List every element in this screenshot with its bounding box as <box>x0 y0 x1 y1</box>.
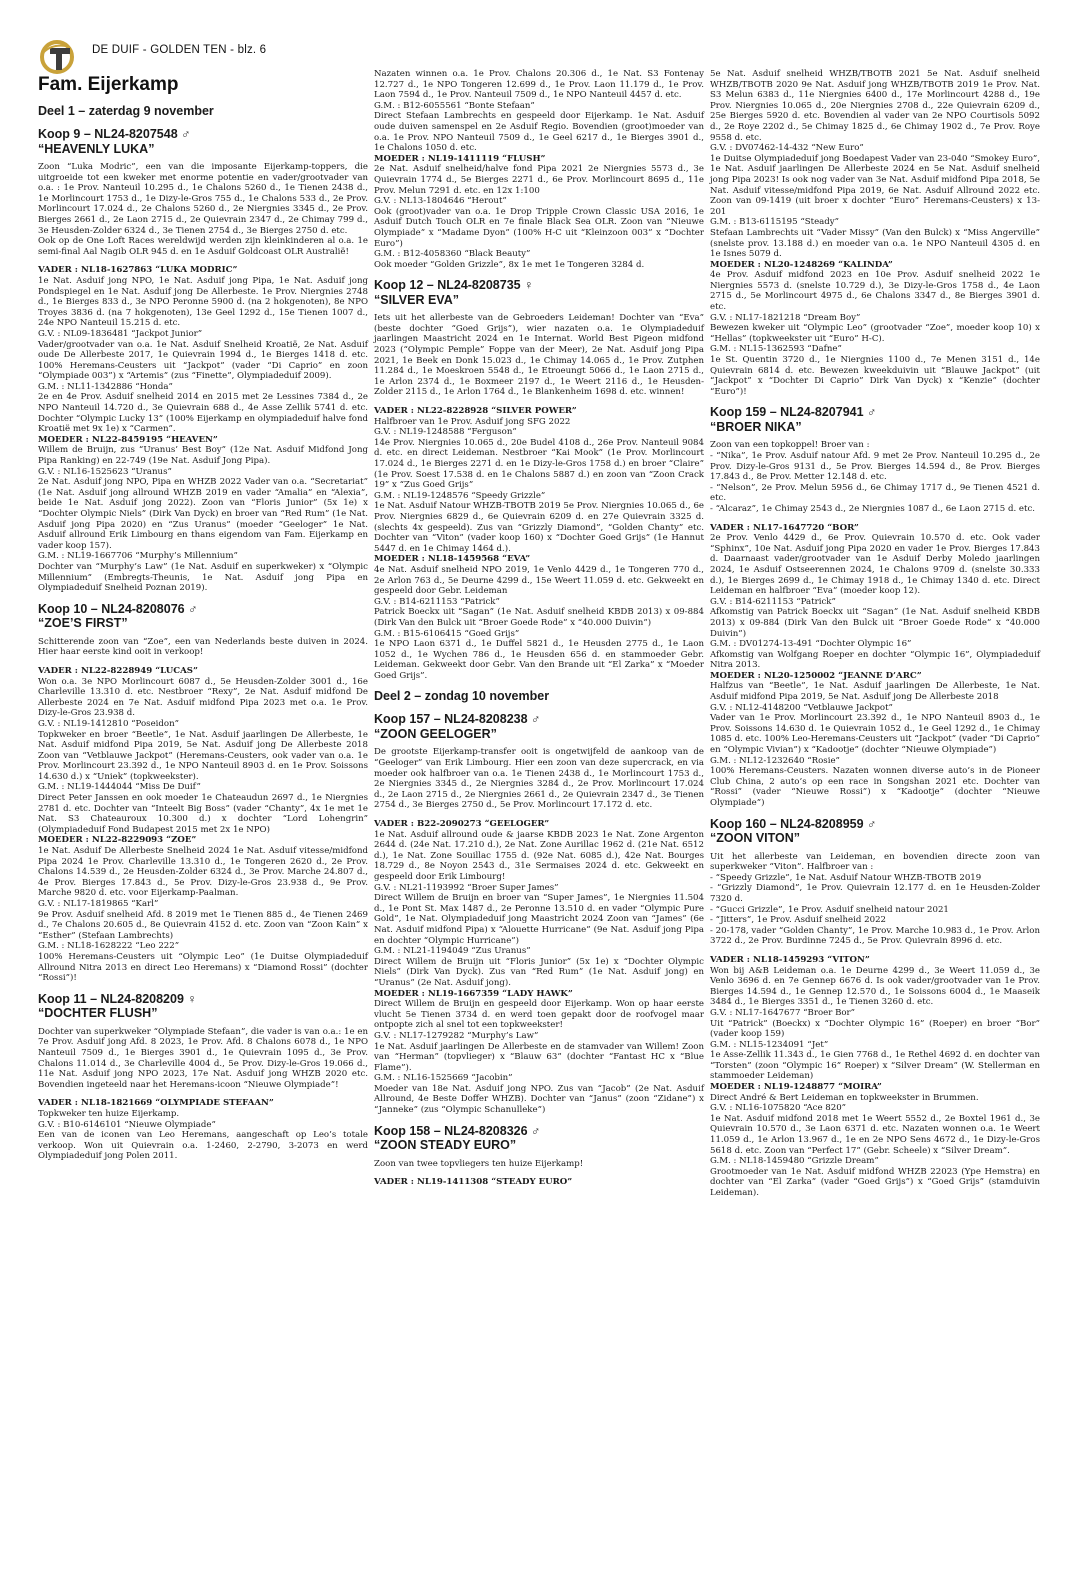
column-2 <box>374 69 704 1188</box>
lot-intro: Zoon van een topkoppel! Broer van : <box>710 440 870 451</box>
lot-number: Koop 159 – NL24-8207941 ♂ <box>710 405 877 420</box>
column-1 <box>38 74 368 1162</box>
pedigree-text: Ook moeder “Golden Grizzle”, 8x 1e met 1e Tongeren 3284 d. <box>374 259 645 270</box>
lot-intro: Schitterende zoon van “Zoe”, een van Nederlands beste duiven in 2024. Hier haar eerste kind ooit in verkoop! <box>38 636 368 658</box>
page-header <box>40 38 380 68</box>
lot-name: “BROER NIKA” <box>710 419 802 434</box>
pedigree-dam: MOEDER : NL19-1248877 “MOIRA” <box>710 1082 882 1093</box>
pedigree-granddam: G.M. : B12-6055561 “Bonte Stefaan” <box>374 100 535 111</box>
pedigree-grandsire: G.V. : NL17-1819865 “Karl” <box>38 899 159 909</box>
pedigree-text: 2e en 4e Prov. Asduif snelheid 2014 en 2015 met 2e Lessines 7384 d., 2e NPO Nanteuil 14.720 d., 3e Quievrain 688 d., 4e Asse Zellik 5741 d. etc. Dochter “Olympic Lucky 13” (100% Eijerkamp en olympiadeduif halve fond Kroatië met 9x 1e) x “Carmen”. <box>38 392 368 435</box>
pedigree-dam: MOEDER : NL22-8459195 “HEAVEN” <box>38 434 218 445</box>
pedigree-text: Won o.a. 3e NPO Morlincourt 6087 d., 5e Heusden-Zolder 3001 d., 16e Charleville 13.310 d. etc. Nestbroer “Rexy”, 2e Nat. Asduif midfond De Allerbeste 2024 en 7e Nat. Asduif midfond Pipa 2023 met o.a. 1e Prov. Dizy-le-Gros 23.938 d. <box>38 676 368 719</box>
pedigree-text: Een van de iconen van Leo Heremans, aangeschaft op Leo’s totale verkoop. Won uit Quievrain o.a. 1-2460, 2-2790, 3-2073 en werd Olympiadeduif jong Polen 2011. <box>38 1130 368 1162</box>
pedigree-granddam: G.M. : NL15-1234091 “Jet” <box>710 1039 829 1050</box>
pedigree-grandsire: G.V. : DV07462-14-432 “New Euro” <box>710 143 864 154</box>
lot-intro: Iets uit het allerbeste van de Gebroeders Leideman! Dochter van “Eva” (beste dochter “Goed Grijs”), wier nazaten o.a. 1e Olympiadeduif jaarlingen Maastricht 2024 en 1e Internat. World Best Pigeon midfond 2023 (“Olympic Pemple” Foppe van der Meer), 2e Nat. Asduif jong Pipa 2021, 1e Beek en Donk 15.023 d., 1e Chimay 14.065 d., 1e Prov. Zutphen 11.284 d., 1e Moeskroen 5548 d., 1e Etroeungt 5066 d., 1e Laon 2715 d., 1e Arlon 2374 d., 1e Boxmeer 2197 d., 1e Weert 2116 d., 1e Heusden-Zolder 2115 d., 1e Arlon 1764 d., 1e Blankenheim 1698 d. etc. winnen! <box>374 313 704 398</box>
pedigree-text: 14e Prov. Niergnies 10.065 d., 20e Budel 4108 d., 26e Prov. Nanteuil 9084 d. etc. en direct Leideman. Nestbroer “Kai Mook” (1e Prov. Morlincourt 17.024 d., 1e Bierges 2271 d. en 1e Dizy-le-Gros 1758 d.) en broer “Claire” (1e Prov. Soest 17.538 d. en 1e Chalons 5887 d.) en zoon van “Zoon Crack 19” x “Zus Goed Grijs” <box>374 437 704 491</box>
pedigree-text: Halfbroer van 1e Prov. Asduif jong SFG 2022 <box>374 416 571 427</box>
pedigree-text: 4e Nat. Asduif snelheid NPO 2019, 1e Venlo 4429 d., 1e Tongeren 770 d., 2e Arlon 763 d., 5e Deurne 4299 d., 15e Weert 11.059 d. etc. Gekweekt en gespeeld door Gebr. Leideman <box>374 564 704 597</box>
pedigree-granddam: G.M. : NL18-1628222 “Leo 222” <box>38 941 180 952</box>
pedigree-text: 5e Nat. Asduif snelheid WHZB/TBOTB 2021 5e Nat. Asduif snelheid WHZB/TBOTB 2020 9e Nat. Asduif jong WHZB/TBOTB 2019 1e Prov. Nat. S3 Melun 6383 d., 11e Niergnies 6400 d., 17e Morlincourt 4288 d., 19e Prov. Niergnies 10.065 d., 20e Niergnies 2708 d., 22e Quievrain 6209 d., 25e Bierges 5920 d. etc. Bovendien al vader van 2e NPO Courtisols 5092 d., 2e Roye 2202 d., 5e Chimay 1825 d., 6e Chimay 1902 d., 7e Prov. Roye 9558 d. etc. <box>710 69 1040 143</box>
pedigree-sire: VADER : NL17-1647720 “BOR” <box>710 522 859 533</box>
pedigree-grandsire: G.V. : NL16-1525623 “Uranus” <box>38 466 172 477</box>
pedigree-grandsire: G.V. : NL09-1836481 “Jackpot Junior” <box>38 328 203 339</box>
pedigree-sire: VADER : NL19-1411308 “STEADY EURO” <box>374 1177 573 1188</box>
pedigree-sire: VADER : NL18-1459293 “VITON” <box>710 954 870 965</box>
pedigree-text: 1e St. Quentin 3720 d., 1e Niergnies 1100 d., 7e Menen 3151 d., 14e Quievrain 6814 d. etc. Bewezen kweekduivin uit “Blauwe Jackpot” (uit “Jackpot” x “Dochter Di Caprio” Dirk Van Dyck) x “Kenzie” (dochter “Euro”)! <box>710 355 1040 397</box>
pedigree-text: Halfzus van “Beetle”, 1e Nat. Asduif jaarlingen De Allerbeste, 1e Nat. Asduif midfond Pipa 2019, 5e Nat. Asduif jong De Allerbeste 2018 <box>710 681 1040 703</box>
pedigree-grandsire: G.V. : NL19-1412810 “Poseidon” <box>38 718 180 729</box>
pedigree-text: 4e Prov. Asduif midfond 2023 en 10e Prov. Asduif snelheid 2022 1e Niergnies 5573 d. (snelste 10.729 d.), 3e Dizy-le-Gros 1758 d., 4e Laon 2715 d., 5e Morlincourt 4975 d., 6e Chalons 3347 d., 8e Bierges 3901 d. etc. <box>710 270 1040 313</box>
lot-name: “DOCHTER FLUSH” <box>38 1006 158 1021</box>
list-item: - “Speedy Grizzle”, 1e Nat. Asduif Natour WHZB-TBOTB 2019 <box>710 872 982 883</box>
pedigree-grandsire: G.V. : B14-6211153 “Patrick” <box>374 596 500 607</box>
lot-heading <box>374 1124 704 1153</box>
lot-intro: Uit het allerbeste van Leideman, en bovendien directe zoon van superkweker “Viton”. Halfbroer van : <box>710 851 1040 873</box>
pedigree-granddam: G.M. : NL21-1194049 “Zus Uranus” <box>374 946 531 957</box>
pedigree-text: Afkomstig van Wolfgang Roeper en dochter “Olympic 16”, Olympiadeduif Nitra 2013. <box>710 649 1040 671</box>
pedigree-granddam: G.M. : NL19-1444044 “Miss De Duif” <box>38 782 201 793</box>
lot-name: “ZOON VITON” <box>710 831 801 846</box>
pedigree-text: Direct Willem de Bruijn en gespeeld door Eijerkamp. Won op haar eerste vlucht 5e Tienen 3734 d. en werd toen gepakt door de roofvogel maar ontpopte zich al snel tot een topkweekster! <box>374 999 704 1031</box>
pedigree-dam: MOEDER : NL19-1411119 “FLUSH” <box>374 153 546 164</box>
pedigree-text: Uit “Patrick” (Boeckx) x “Dochter Olympic 16” (Roeper) en broer “Bor” (vader koop 159) <box>710 1018 1040 1040</box>
pedigree-grandsire: G.V. : NL21-1193992 “Broer Super James” <box>374 882 559 893</box>
pedigree-text: 100% Heremans-Ceusters uit “Olympic Leo” (1e Duitse Olympiadeduif Allround Nitra 2013 en direct Leo Heremans) x “Diamond Rossi” (dochter “Rossi”)! <box>38 951 368 984</box>
pedigree-grandsire: G.V. : NL16-1075820 “Ace 820” <box>710 1103 847 1114</box>
pedigree-text: Direct Willem de Bruijn en broer van “Super James”, 1e Niergnies 11.504 d., 1e Pont St. Max 1487 d., 2e Peronne 13.510 d. en vader “Olympic Pure Gold”, 1e Nat. Olympiadeduif jong Maastricht 2024 Zoon van “James” (6e Nat. Asduif midfond Pipa) x “Alouette Hurricane” (9e Nat. Asduif jong Pipa en dochter “Olympic Hurricane”) <box>374 893 704 946</box>
lot-intro: Dochter van superkweker “Olympiade Stefaan”, die vader is van o.a.: 1e en 7e Prov. Asduif jong Afd. 8 2023, 1e Prov. Afd. 8 Chalons 6078 d., 1e NPO Nanteuil 7509 d., 1e Bierges 3901 d., 1e Quievrain 1095 d., 3e Prov. Chalons 11.014 d., 3e Charleville 4004 d., 5e Prov. Dizy-le-Gros 19.066 d., 11e Nat. Asduif jong NPO 2023, 17e Nat. Asduif jong WHZB 2020 etc. Bovendien ingeteeld naar het Heremans-icoon “Nieuwe Olympiade”! <box>38 1026 368 1090</box>
lot-heading <box>710 817 1040 846</box>
pedigree-text: 1e Duitse Olympiadeduif jong Boedapest Vader van 23-040 “Smokey Euro”, 1e Nat. Asduif jaarlingen De Allerbeste 2024 en 5e Nat. Asduif snelheid jong Pipa 2023! Is ook nog vader van 3e Nat. Asduif midfond Pipa 2018, 5e Nat. Asduif vitesse/midfond Pipa 2019, 6e Nat. Asduif Allround 2022 etc. Zoon van 09-1419 (uit broer x dochter “Euro” Heremans-Ceusters) x 13-201 <box>710 153 1040 217</box>
list-item: - “Gucci Grizzle”, 1e Prov. Asduif snelheid natour 2021 <box>710 904 949 915</box>
pedigree-dam: MOEDER : NL18-1459568 “EVA” <box>374 554 531 565</box>
pedigree-grandsire: G.V. : NL17-1279282 “Murphy’s Law” <box>374 1030 539 1041</box>
pedigree-text: 1e Nat. Asduif Natour WHZB-TBOTB 2019 5e Prov. Niergnies 10.065 d., 6e Prov. Niergnies 6829 d., 6e Quievrain 6209 d. en 27e Quievrain 3325 d. (slechts 4x gespeeld). Zus van “Grizzly Diamond”, “Golden Chanty” etc. Dochter van “Viton” (vader koop 160) x “Dochter Goed Grijs” (1e Hannut 5447 d. en 1e Chimay 1464 d.). <box>374 501 704 554</box>
pedigree-grandsire: G.V. : B10-6146101 “Nieuwe Olympiade” <box>38 1119 216 1130</box>
lot-heading <box>710 405 1040 434</box>
lot-number: Koop 9 – NL24-8207548 ♂ <box>38 127 191 141</box>
lot-intro: Zoon van twee topvliegers ten huize Eijerkamp! <box>374 1158 584 1169</box>
pedigree-sire: VADER : B22-2090273 “GEELOGER” <box>374 819 550 830</box>
pedigree-sire: VADER : NL18-1627863 “LUKA MODRIC” <box>38 265 238 276</box>
pedigree-text: Grootmoeder van 1e Nat. Asduif midfond WHZB 22023 (Ype Hemstra) en dochter van “El Zarka” (vader “Goed Grijs”) x “Goed Grijs” (stamduivin Leideman). <box>710 1166 1040 1198</box>
column-3 <box>710 69 1040 1199</box>
pedigree-granddam: G.M. : NL18-1459480 “Grizzle Dream” <box>710 1156 879 1167</box>
lot-heading <box>38 127 368 156</box>
list-item: - “Jitters”, 1e Prov. Asduif snelheid 2022 <box>710 915 886 926</box>
pedigree-grandsire: G.V. : NL13-1804646 “Herout” <box>374 196 507 207</box>
lot-intro: De grootste Eijerkamp-transfer ooit is ongetwijfeld de aankoop van de “Geeloger” van Erik Limbourg. Hier een zoon van deze supercrack, en via moeder ook halfbroer van o.a. 1e Tienen 2438 d., 1e Morlincourt 1753 d., 2e Niergnies 3345 d., 2e Niergnies 3284 d., 2e Prov. Morlincourt 17.024 d., 2e Laon 2715 d., 2e Niergnies 2661 d., 2e Quievrain 2347 d., 3e Tienen 2754 d., 3e Bierges 2750 d., 5e Prov. Morlincourt 17.172 d. etc. <box>374 747 704 811</box>
pedigree-sire: VADER : NL22-8228928 “SILVER POWER” <box>374 406 577 417</box>
pedigree-text: Vader van 1e Prov. Morlincourt 23.392 d., 1e NPO Nanteuil 8903 d., 1e Prov. Soissons 14.630 d. 1e Quievrain 1052 d., 1e Geel 1292 d., 1e Chimay 1085 d. etc. 100% Leo-Heremans-Ceusters uit “Jackpot” (vader “Di Caprio” en “Olympic Vivian”) x “Kadootje” (dochter “Nieuwe Olympiade”) <box>710 713 1040 756</box>
pedigree-granddam: G.M. : NL11-1342886 “Honda” <box>38 381 173 392</box>
pedigree-text: Nazaten winnen o.a. 1e Prov. Chalons 20.306 d., 1e Nat. S3 Fontenay 12.727 d., 1e NPO Tongeren 12.699 d., 1e Prov. Laon 11.179 d., 1e Prov. Laon 7594 d., 1e Prov. Nanteuil 7509 d., 1e NPO Nanteuil 4457 d. etc. <box>374 69 704 101</box>
pedigree-text: Direct Peter Janssen en ook moeder 1e Chateaudun 2697 d., 1e Niergnies 2781 d. etc. Dochter van “Inteelt Big Boss” (vader “Chanty”, 4x 1e met 1e Nat. S3 Chateauroux 10.300 d.) x dochter “Lord Lohengrin” (Olympiadeduif Fond Budapest 2015 met 2x 1e NPO) <box>38 793 368 835</box>
pedigree-text: Bewezen kweker uit “Olympic Leo” (grootvader “Zoe”, moeder koop 10) x “Hellas” (topkweekster uit “Euro” H-C). <box>710 323 1040 344</box>
pedigree-text: 100% Heremans-Ceusters. Nazaten wonnen diverse auto’s in de Pioneer Club China, 2 auto’s op een race in Songshan 2021 etc. Dochter van “Rossi” (vader “Nieuwe Rossi”) x “Kadootje” (dochter “Nieuwe Olympiade”) <box>710 766 1040 808</box>
pedigree-text: Direct André & Bert Leideman en topkweekster in Brummen. <box>710 1092 979 1103</box>
list-item: - “Alcaraz”, 1e Chimay 2543 d., 2e Niergnies 1087 d., 6e Laon 2715 d. etc. <box>710 503 1035 514</box>
pedigree-grandsire: G.V. : B14-6211153 “Patrick” <box>710 596 836 607</box>
lot-number: Koop 157 – NL24-8208238 ♂ <box>374 712 541 727</box>
pedigree-granddam: G.M. : B15-6106415 “Goed Grijs” <box>374 628 520 639</box>
pedigree-text: 2e Nat. Asduif jong NPO, Pipa en WHZB 2022 Vader van o.a. “Secretariat” (1e Nat. Asduif jong allround WHZB 2019 en vader “Amalia” en “Alexia”, beide 1e Nat. Asduif jong 2022). Zoon van “Floris Junior” (5x 1e) x “Dochter Olympic Niels” (Dirk Van Dyck) en broer van “Red Rum” (1e Nat. Asduif jong Pipa 2020) en “Zus Uranus” (moeder “Geeloger” 1e Nat. Asduif allround Erik Limbourg en thans eigendom van Fam. Eijerkamp en vader koop 157). <box>38 477 368 551</box>
pedigree-text: 1e NPO Laon 6371 d., 1e Duffel 5821 d., 1e Heusden 2775 d., 1e Laon 1052 d., 1e Wychen 786 d., 1e Heusden 656 d. en stammoeder Gebr. Leideman. Gekweekt door Gebr. Van den Brande uit “El Zarka” x “Moeder Goed Grijs”. <box>374 639 704 681</box>
pedigree-text: Topkweker en broer “Beetle”, 1e Nat. Asduif jaarlingen De Allerbeste, 1e Nat. Asduif midfond Pipa 2019, 5e Nat. Asduif jong De Allerbeste 2018 Zoon van “Vetblauwe Jackpot” (Heremans-Ceusters, ook vader van o.a. 1e Prov. Morlincourt 23.392 d., 1e NPO Nanteuil 8903 d. en 1e Prov. Soissons 14.630 d.) x “Uniek” (topkweekster). <box>38 729 368 782</box>
lot-number: Koop 10 – NL24-8208076 ♂ <box>38 601 198 616</box>
lot-intro: Ook op de One Loft Races wereldwijd werden zijn kleinkinderen al o.a. 1e semi-final Aal Nagib OLR 945 d. en 1e Asduif Goldcoast OLR Australië! <box>38 236 368 257</box>
pedigree-granddam: G.M. : B12-4058360 “Black Beauty” <box>374 249 531 260</box>
list-item: - 20-178, vader “Golden Chanty”, 1e Prov. Marche 10.983 d., 1e Prov. Arlon 3722 d., 2e Prov. Burdinne 7245 d., 5e Prov. Quievrain 8996 d. etc. <box>710 925 1040 947</box>
lot-number: Koop 12 – NL24-8208735 ♀ <box>374 278 534 293</box>
pedigree-text: 1e Nat. Asduif allround oude & jaarse KBDB 2023 1e Nat. Zone Argenton 2644 d. (24e Nat. 17.210 d.), 2e Nat. Zone Aurillac 1962 d. (21e Nat. 6512 d.), 1e Nat. Zone Souillac 1755 d. (92e Nat. 6085 d.), 42e Nat. Bourges 18.729 d., 8e Noyon 2543 d., 31e Sermaises 2024 d. etc. Gekweekt en gespeeld door Erik Limbourg! <box>374 829 704 882</box>
pedigree-granddam: G.M. : NL12-1232640 “Rosie” <box>710 755 840 766</box>
pedigree-grandsire: G.V. : NL17-1647677 “Broer Bor” <box>710 1007 856 1018</box>
pedigree-text: 1e Nat. Asduif De Allerbeste Snelheid 2024 1e Nat. Asduif vitesse/midfond Pipa 2024 1e Prov. Charleville 13.310 d., 1e Tongeren 2620 d., 2e Prov. Chalons 14.539 d., 2e Heusden-Zolder 6324 d., 3e Prov. Marche 24.807 d., 4e Prov. Bierges 17.843 d., 5e Prov. Dizy-le-Gros 23.938 d., 9e Prov. Marche 9820 d. etc. voor Eijerkamp-Paalman. <box>38 846 368 899</box>
lot-intro: Zoon “Luka Modric”, een van die imposante Eijerkamp-toppers, die uitgroeide tot een kweker met enorme potentie en vader/grootvader van o.a. : 1e Prov. Nanteuil 10.295 d., 1e Chalons 5260 d., 1e Tienen 2438 d., 1e Morlincourt 1753 d., 1e Dizy-le-Gros 755 d., 1e Chalons 533 d., 2e Prov. Morlincourt 17.024 d., 2e Chalons 5260 d., 2e Niergnies 3345 d., 2e Prov. Bierges 2661 d., 2e Laon 2715 d., 2e Quievrain 2347 d., 2e Chimay 799 d., 3e Heusden-Zolder 6324 d., 3e Tienen 2754 d., 3e Bierges 2750 d. etc. <box>38 162 368 236</box>
pedigree-grandsire: G.V. : NL12-4148200 “Vetblauwe Jackpot” <box>710 702 893 713</box>
list-item: - “Nelson”, 2e Prov. Melun 5956 d., 6e Chimay 1717 d., 9e Tienen 4521 d. etc. <box>710 482 1040 504</box>
pedigree-granddam: G.M. : NL19-1667706 “Murphy’s Millennium” <box>38 551 238 562</box>
pedigree-dam: MOEDER : NL22-8229093 “ZOE” <box>38 835 197 846</box>
pedigree-text: Won bij A&B Leideman o.a. 1e Deurne 4299 d., 3e Weert 11.059 d., 3e Venlo 3696 d. en 7e Gennep 6676 d. Is ook vader/grootvader van 1e Prov. Bierges 14.594 d., 1e Gennep 12.570 d., 1e Soissons 6004 d., 1e Maaseik 3484 d., 1e Bierges 3351 d., 1e Tienen 3260 d. etc. <box>710 965 1040 1008</box>
pedigree-text: 1e Asse-Zellik 11.343 d., 1e Gien 7768 d., 1e Rethel 4692 d. en dochter van “Torsten” (zoon “Olympic 16” Roeper) x “Silver Dream” (W. Stellerman en stammoeder Leideman) <box>710 1050 1040 1082</box>
pedigree-sire: VADER : NL22-8228949 “LUCAS” <box>38 665 198 676</box>
pedigree-granddam: G.M. : NL15-1362593 “Dafne” <box>710 344 842 355</box>
pedigree-text: 1e Nat. Asduif midfond 2018 met 1e Weert 5552 d., 2e Boxtel 1961 d., 3e Quievrain 10.570 d., 3e Laon 6371 d. etc. Nazaten wonnen o.a. 1e Weert 11.059 d., 1e Arlon 13.967 d., 1e en 2e NPO Sens 4672 d., 1e Dizy-le-Gros 5618 d. etc. Zoon van “Perfect 17” (Gebr. Scheele) x “Silver Dream”. <box>710 1113 1040 1156</box>
pedigree-dam: MOEDER : NL20-1248269 “KALINDA” <box>710 259 893 270</box>
pedigree-text: Moeder van 18e Nat. Asduif jong NPO. Zus van “Jacob” (2e Nat. Asduif Allround, 4e Beste Doffer WHZB). Dochter van “Janus” (zoon “Zidane”) x “Janneke” (zus “Olympic Schanulleke”) <box>374 1083 704 1116</box>
pedigree-granddam: G.M. : DV01274-13-491 “Dochter Olympic 16” <box>710 639 912 650</box>
pedigree-sire: VADER : NL18-1821669 “OLYMPIADE STEFAAN” <box>38 1098 274 1109</box>
pedigree-text: Stefaan Lambrechts uit “Vader Missy” (Van den Bulck) x “Miss Angerville” (snelste prov. 13.188 d.) en moeder van o.a. 1e NPO Nanteuil 4305 d. en 1e Isnes 5079 d. <box>710 227 1040 260</box>
lot-heading <box>374 278 704 307</box>
pedigree-granddam: G.M. : NL16-1525669 “Jacobin” <box>374 1073 513 1084</box>
pedigree-grandsire: G.V. : NL19-1248588 “Ferguson” <box>374 427 517 438</box>
lot-heading <box>374 712 704 741</box>
list-item: - “Nika”, 1e Prov. Asduif natour Afd. 9 met 2e Prov. Nanteuil 10.295 d., 2e Prov. Dizy-le-Gros 9131 d., 5e Prov. Bierges 14.594 d., 8e Prov. Bierges 17.843 d., 8e Prov. Metter 12.148 d. etc. <box>710 451 1040 483</box>
lot-heading <box>38 992 368 1021</box>
pedigree-granddam: G.M. : B13-6115195 “Steady” <box>710 217 840 228</box>
pedigree-text: Dochter van “Murphy’s Law” (1e Nat. Asduif en superkweker) x “Olympic Millennium” (Embregts-Theunis, 1e Nat. Asduif jong Pipa en Olympiadeduif Snelheid Poznan 2019). <box>38 561 368 594</box>
pedigree-text: 2e Prov. Venlo 4429 d., 6e Prov. Quievrain 10.570 d. etc. Ook vader “Sphinx”, 10e Nat. Asduif jong Pipa 2020 en vader 1e Prov. Bierges 17.843 d. Daarnaast vader/grootvader van 1e Asduif Derby Moledo jaarlingen 2024, 1e Asduif Ostseerennen 2024, 1e Chalons 9709 d. (snelste 30.333 d.), 1e Bierges 2699 d., 1e Chimay 1918 d., 1e Chimay 1340 d. etc. Direct Leideman en halfbroer “Eva” (moeder koop 12). <box>710 533 1040 597</box>
pedigree-dam: MOEDER : NL19-1667359 “LADY HAWK” <box>374 988 573 999</box>
golden-ten-logo-icon <box>40 38 78 76</box>
pedigree-text: Afkomstig van Patrick Boeckx uit “Sagan” (1e Nat. Asduif snelheid KBDB 2013) x 09-884 (Dirk Van den Bulck uit “Broer Goede Rode” x “40.000 Duivin”) <box>710 607 1040 639</box>
pedigree-text: Vader/grootvader van o.a. 1e Nat. Asduif Snelheid Kroatië, 2e Nat. Asduif oude De Allerbeste 2017, 1e Quievrain 1994 d., 1e Bierges 1418 d. etc. 100% Heremans-Ceusters uit “Jackpot” (vader “Di Caprio” en zoon “Olympiade 003”) x “Artemis” (zus “Finette”, Olympiadeduif 2009). <box>38 339 368 382</box>
lot-heading <box>38 602 368 631</box>
lot-name: “ZOON STEADY EURO” <box>374 1138 517 1153</box>
pedigree-grandsire: G.V. : NL17-1821218 “Dream Boy” <box>710 312 861 323</box>
pedigree-text: Willem de Bruijn, zus “Uranus’ Best Boy” (12e Nat. Asduif Midfond Jong Pipa Ranking) en 22-749 (19e Nat. Asduif Jong Pipa). <box>38 445 368 467</box>
pedigree-text: Ook (groot)vader van o.a. 1e Drop Tripple Crown Classic USA 2016, 1e Asduif Dutch Touch OLR en 7e finale Black Sea OLR. Zoon van “Nieuwe Olympiade” x “Madame Dyon” (100% H-C uit “Kleinzoon 003” x “Dochter Euro”) <box>374 206 704 249</box>
page-title: Fam. Eijerkamp <box>38 74 179 95</box>
header-title: DE DUIF - GOLDEN TEN - blz. 6 <box>92 44 267 56</box>
list-item: - “Grizzly Diamond”, 1e Prov. Quievrain 12.177 d. en 1e Heusden-Zolder 7320 d. <box>710 883 1040 904</box>
pedigree-text: 9e Prov. Asduif snelheid Afd. 8 2019 met 1e Tienen 885 d., 4e Tienen 2469 d., 7e Chalons 20.605 d., 8e Quievrain 4152 d. etc. Zoon van “Zoon Kain” x “Esther” (Stefaan Lambrechts) <box>38 909 368 941</box>
lot-name: “HEAVENLY LUKA” <box>38 141 155 156</box>
lot-name: “ZOE’S FIRST” <box>38 616 128 631</box>
pedigree-text: Direct Willem de Bruijn uit “Floris Junior” (5x 1e) x “Dochter Olympic Niels” (Dirk Van Dyck). Zus van “Red Rum” (1e Nat. Asduif jong) en “Uranus” (2e Nat. Asduif jong). <box>374 956 704 988</box>
pedigree-text: Patrick Boeckx uit “Sagan” (1e Nat. Asduif snelheid KBDB 2013) x 09-884 (Dirk Van den Bulck uit “Broer Goede Rode” x “40.000 Duivin”) <box>374 607 704 628</box>
pedigree-text: 2e Nat. Asduif snelheid/halve fond Pipa 2021 2e Niergnies 5573 d., 3e Quievrain 1774 d., 5e Bierges 2271 d., 6e Prov. Morlincourt 8695 d., 11e Prov. Melun 7291 d. etc. en 12x 1:100 <box>374 164 704 196</box>
lot-number: Koop 160 – NL24-8208959 ♂ <box>710 816 877 831</box>
pedigree-text: 1e Nat. Asduif jong NPO, 1e Nat. Asduif jong Pipa, 1e Nat. Asduif jong Pondspiegel en 1e Nat. Asduif jong De Allerbeste. 1e Prov. Niergnies 2748 d., 1e Bierges 833 d., 3e NPO Peronne 5900 d. (na 2 hokgenoten), 8e NPO Troyes 3836 d. (na 7 hokgenoten), 13e Geel 1292 d., 15e Tienen 1007 d., 24e NPO Nanteuil 15.215 d. etc. <box>38 275 368 329</box>
pedigree-text: Direct Stefaan Lambrechts en gespeeld door Eijerkamp. 1e Nat. Asduif oude duiven samenspel en 2e Asduif Regio. Bovendien (groot)moeder van o.a. 1e Prov. NPO Nanteuil 7509 d., 1e Geel 6217 d., 1e Bierges 3901 d., 1e Chalons 1050 d. etc. <box>374 111 704 154</box>
lot-number: Koop 11 – NL24-8208209 ♀ <box>38 991 197 1006</box>
lot-number: Koop 158 – NL24-8208326 ♂ <box>374 1123 541 1138</box>
pedigree-dam: MOEDER : NL20-1250002 “JEANNE D’ARC” <box>710 670 922 681</box>
section-heading-deel-1: Deel 1 – zaterdag 9 november <box>38 104 214 118</box>
lot-name: “ZOON GEELOGER” <box>374 726 497 741</box>
section-heading-deel-2: Deel 2 – zondag 10 november <box>374 689 550 704</box>
pedigree-text: Topkweker ten huize Eijerkamp. <box>38 1108 180 1119</box>
pedigree-granddam: G.M. : NL19-1248576 “Speedy Grizzle” <box>374 490 546 501</box>
pedigree-text: 1e Nat. Asduif jaarlingen De Allerbeste en de stamvader van Willem! Zoon van “Herman” (topvlieger) x “Blauw 63” (dochter “Fantast HC x “Blue Flame”). <box>374 1041 704 1073</box>
lot-name: “SILVER EVA” <box>374 292 459 307</box>
